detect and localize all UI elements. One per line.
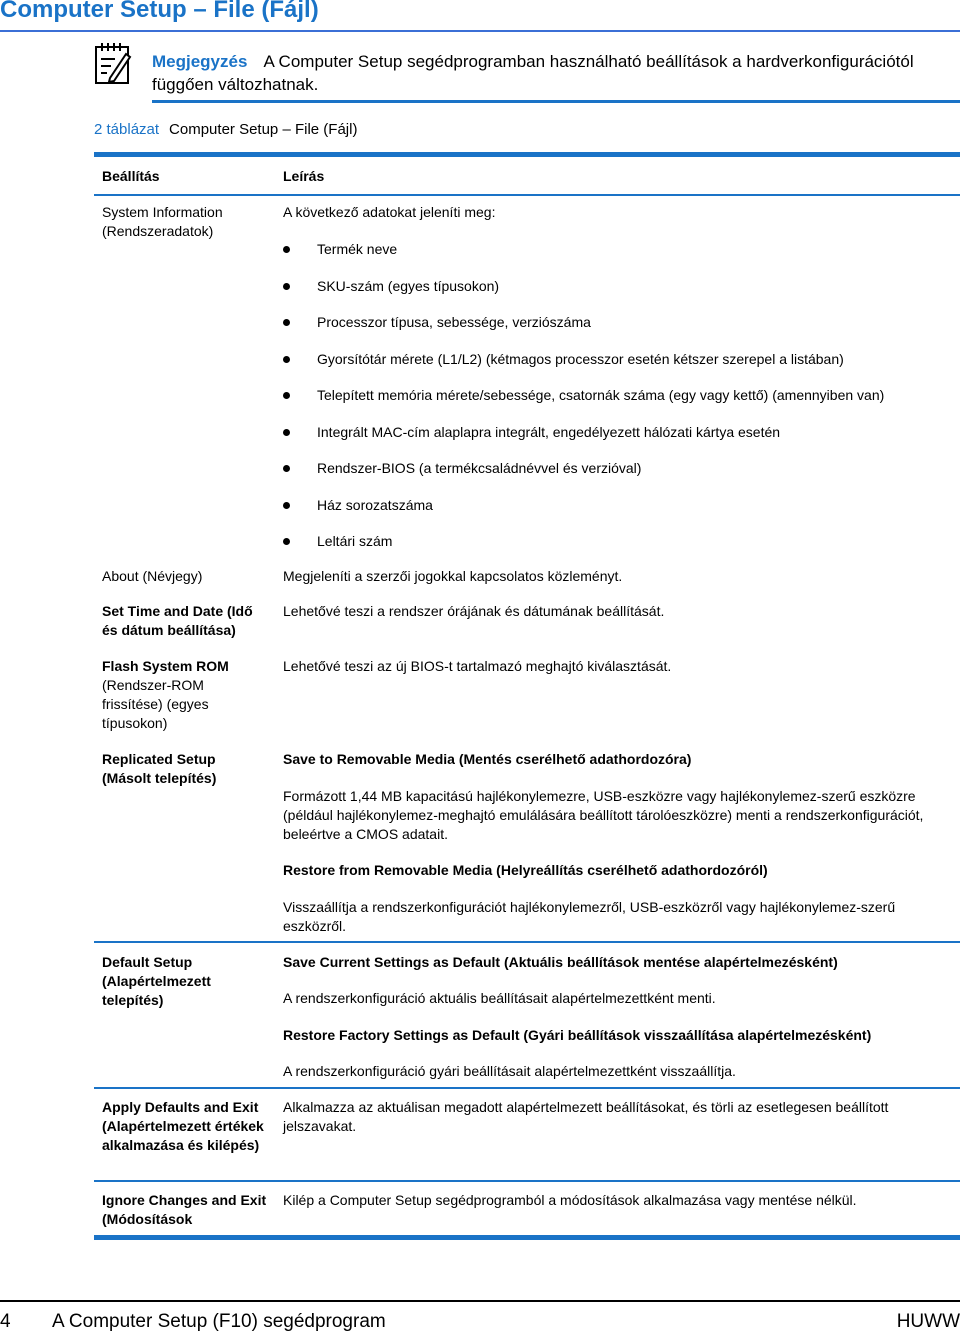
setting-default-setup: Default Setup (Alapértelmezett telepítés): [102, 954, 211, 1008]
header-rule: [94, 194, 960, 196]
restore-removable-title: Restore from Removable Media (Helyreállítás cserélhető adathordozóról): [283, 862, 768, 878]
row-rule: [94, 1180, 960, 1182]
restore-factory-description: A rendszerkonfiguráció gyári beállításait alapértelmezettként visszaállítja.: [283, 1063, 736, 1079]
setting-about: About (Névjegy): [102, 568, 203, 584]
save-default-description: A rendszerkonfiguráció aktuális beállításait alapértelmezettként menti.: [283, 990, 716, 1006]
bullet-icon: [283, 319, 290, 326]
bullet-icon: [283, 246, 290, 253]
footer-code: HUWW: [896, 1311, 960, 1332]
restore-factory-title: Restore Factory Settings as Default (Gyári beállítások visszaállítása alapértelmezésként): [283, 1027, 872, 1043]
page-title: Computer Setup – File (Fájl): [0, 0, 319, 23]
setting-replicated-setup: Replicated Setup (Másolt telepítés): [102, 751, 217, 786]
save-removable-description: Formázott 1,44 MB kapacitású hajlékonylemezre, USB-eszközre vagy hajlékonylemez-szerű eszközre (például hajlékonylemez-meghajtó emulálására beállított tárolóeszközre) menti a rendszerkonfigurációt, beleértve a CMOS adatait.: [283, 788, 924, 842]
restore-removable-description: Visszaállítja a rendszerkonfigurációt hajlékonylemezről, USB-eszközről vagy hajlékonylemez-szerű eszközről.: [283, 899, 896, 934]
ignore-changes-description: Kilép a Computer Setup segédprogramból a módosítások alkalmazása vagy mentése nélkül.: [283, 1192, 857, 1208]
list-item: Ház sorozatszáma: [283, 496, 955, 533]
table-caption: [94, 121, 357, 138]
setting-system-information: System Information (Rendszeradatok): [102, 204, 223, 239]
setting-apply-defaults: Apply Defaults and Exit (Alapértelmezett értékek alkalmazása és kilépés): [102, 1099, 264, 1153]
table-number: 2 táblázat: [94, 121, 160, 138]
note-body: A Computer Setup segédprogramban használható beállítások a hardverkonfigurációtól függően változhatnak.: [152, 52, 914, 94]
save-removable-title: Save to Removable Media (Mentés cserélhető adathordozóra): [283, 751, 692, 767]
list-item: Gyorsítótár mérete (L1/L2) (kétmagos processzor esetén kétszer szerepel a listában): [283, 350, 955, 387]
save-default-title: Save Current Settings as Default (Aktuális beállítások mentése alapértelmezésként): [283, 954, 838, 970]
set-time-date-description: Lehetővé teszi a rendszer órájának és dátumának beállítását.: [283, 603, 665, 619]
flash-title: Flash System ROM: [102, 658, 229, 674]
row-rule: [94, 941, 960, 943]
bullet-icon: [283, 392, 290, 399]
table-caption-text: Computer Setup – File (Fájl): [169, 121, 358, 138]
flash-description: Lehetővé teszi az új BIOS-t tartalmazó meghajtó kiválasztását.: [283, 658, 672, 674]
list-item: Rendszer-BIOS (a termékcsaládnévvel és verzióval): [283, 459, 955, 496]
list-item: SKU-szám (egyes típusokon): [283, 277, 955, 314]
bullet-icon: [283, 356, 290, 363]
table-bottom-rule: [94, 1235, 960, 1240]
list-item: Leltári szám: [283, 532, 955, 569]
note-pad-icon: [94, 42, 132, 86]
note-label: Megjegyzés: [152, 52, 248, 71]
note-text: [152, 50, 952, 96]
setting-flash-system-rom: [102, 657, 268, 733]
list-item: Processzor típusa, sebessége, verziószáma: [283, 313, 955, 350]
bullet-icon: [283, 465, 290, 472]
bullet-icon: [283, 502, 290, 509]
list-item: Integrált MAC-cím alaplapra integrált, engedélyezett hálózati kártya esetén: [283, 423, 955, 460]
flash-subtitle: (Rendszer-ROM frissítése) (egyes típusokon): [102, 677, 209, 731]
list-item: Termék neve: [283, 240, 955, 277]
apply-defaults-description: Alkalmazza az aktuálisan megadott alapértelmezett beállításokat, és törli az esetlegesen beállított jelszavakat.: [283, 1099, 889, 1134]
header-description: Leírás: [283, 168, 325, 184]
row-rule: [94, 1087, 960, 1089]
list-item: Telepített memória mérete/sebessége, csatornák száma (egy vagy kettő) (amennyiben van): [283, 386, 955, 423]
note-divider: [152, 100, 960, 103]
system-information-list: [283, 240, 955, 569]
title-divider: [0, 30, 960, 32]
setting-set-time-date: Set Time and Date (Idő és dátum beállítása): [102, 603, 253, 638]
setting-ignore-changes: Ignore Changes and Exit (Módosítások: [102, 1192, 267, 1227]
footer-chapter: A Computer Setup (F10) segédprogram: [52, 1311, 386, 1332]
footer-page-number: 4: [0, 1311, 11, 1332]
header-setting: Beállítás: [102, 168, 160, 184]
table-top-rule: [94, 152, 960, 157]
footer-divider: [0, 1300, 960, 1302]
about-description: Megjeleníti a szerzői jogokkal kapcsolatos közleményt.: [283, 568, 623, 584]
bullet-icon: [283, 283, 290, 290]
bullet-icon: [283, 538, 290, 545]
bullet-icon: [283, 429, 290, 436]
system-information-intro: A következő adatokat jeleníti meg:: [283, 204, 496, 220]
